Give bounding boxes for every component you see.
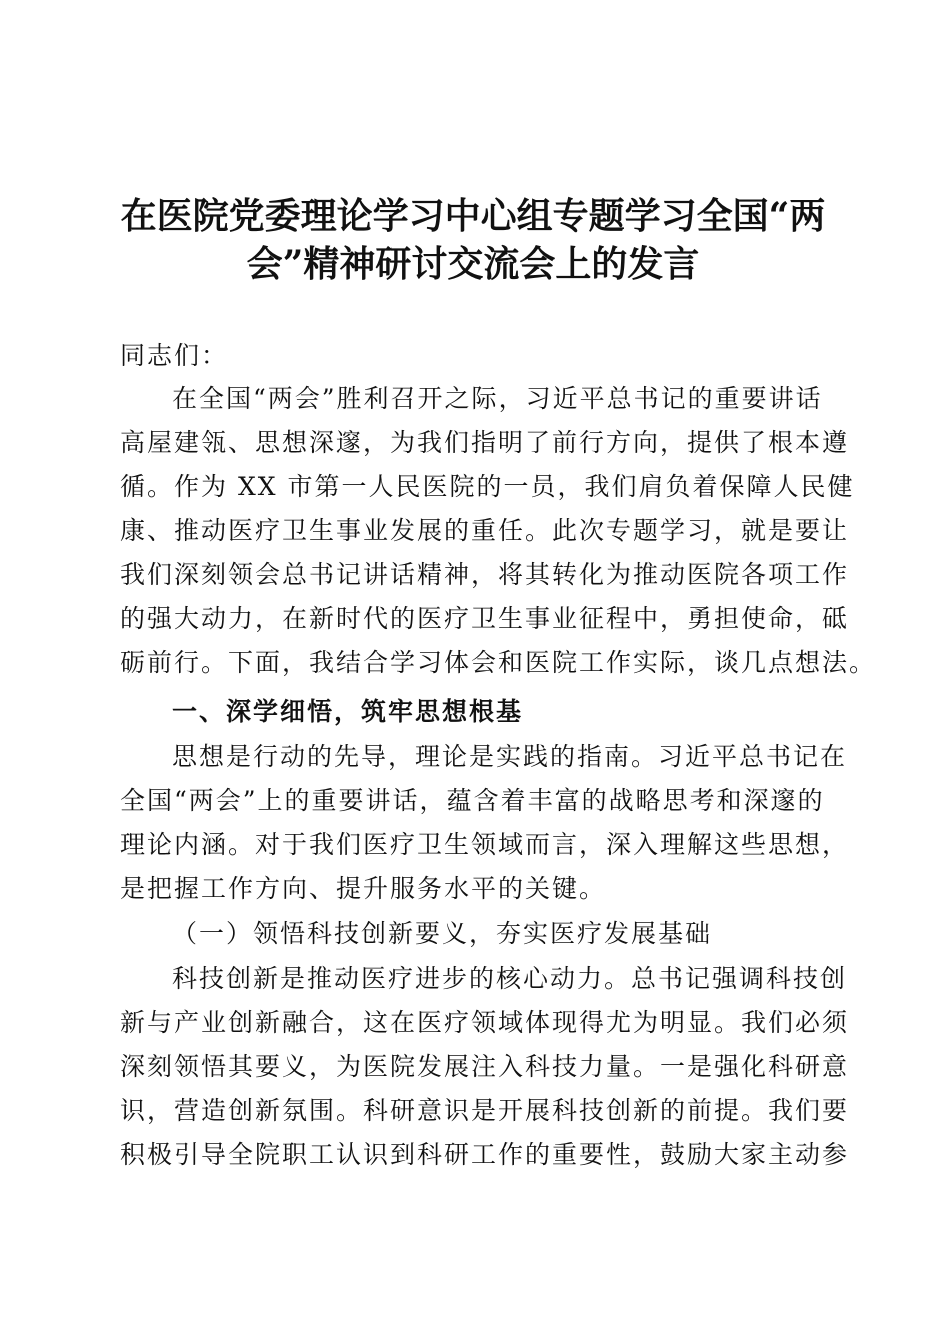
paragraph-line: 积极引导全院职工认识到科研工作的重要性，鼓励大家主动参 [120,1140,850,1169]
paragraph-line: 思想是行动的先导，理论是实践的指南。习近平总书记在 [172,742,848,771]
document-title [120,192,826,288]
greeting-text: 同志们： [120,341,229,370]
title-line-1: 在医院党委理论学习中心组专题学习全国“两 [120,195,826,237]
paragraph-line: 深刻领悟其要义，为医院发展注入科技力量。一是强化科研意 [120,1052,850,1081]
greeting [120,334,826,378]
paragraph-line: 新与产业创新融合，这在医疗领域体现得尤为明显。我们必须 [120,1008,850,1037]
subheading-text: （一）领悟科技创新要义，夯实医疗发展基础 [172,919,713,948]
title-line-2: 会”精神研讨交流会上的发言 [246,243,700,285]
paragraph-line: 高屋建瓴、思想深邃，为我们指明了前行方向，提供了根本遵 [120,428,850,457]
paragraph-1 [120,377,877,685]
paragraph-2 [120,735,850,911]
paragraph-line: 康、推动医疗卫生事业发展的重任。此次专题学习，就是要让 [120,516,850,545]
paragraph-line: 科技创新是推动医疗进步的核心动力。总书记强调科技创 [172,964,848,993]
subheading-1 [120,912,826,956]
paragraph-line: 砺前行。下面，我结合学习体会和医院工作实际，谈几点想法。 [120,648,877,677]
paragraph-line: 全国“两会”上的重要讲话，蕴含着丰富的战略思考和深邃的 [120,786,825,815]
paragraph-line: 循。作为 XX 市第一人民医院的一员，我们肩负着保障人民健 [120,472,855,501]
paragraph-3 [120,957,850,1177]
section-heading-text: 一、深学细悟，筑牢思想根基 [172,697,524,726]
paragraph-line: 的强大动力，在新时代的医疗卫生事业征程中，勇担使命，砥 [120,604,850,633]
paragraph-line: 理论内涵。对于我们医疗卫生领域而言，深入理解这些思想， [120,830,850,859]
paragraph-line: 在全国“两会”胜利召开之际，习近平总书记的重要讲话 [172,384,823,413]
section-heading-1 [120,690,826,734]
paragraph-line: 我们深刻领会总书记讲话精神，将其转化为推动医院各项工作 [120,560,850,589]
paragraph-line: 识，营造创新氛围。科研意识是开展科技创新的前提。我们要 [120,1096,850,1125]
paragraph-line: 是把握工作方向、提升服务水平的关键。 [120,874,607,903]
